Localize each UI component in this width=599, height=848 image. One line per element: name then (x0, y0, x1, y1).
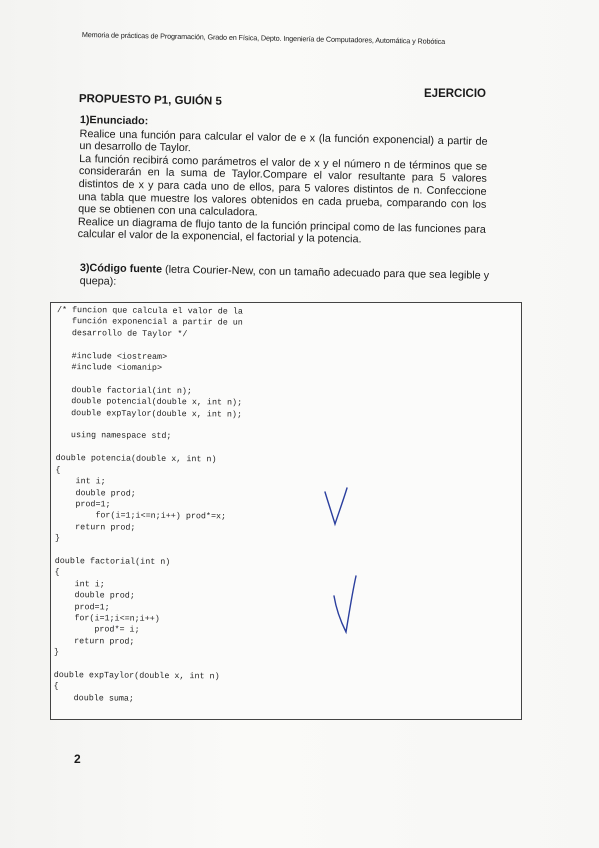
statement-paragraph: La función recibirá como parámetros el valor de x y el número n de términos que se considerarán en la suma de Taylor.Compare el valor resultante para 5 valores distintos de x y para cada uno de ellos, para 5 valores distintos de n. Confeccione una tabla que muestre los valores obtenidos en cada prueba, comparando con los que se obtienen con una calculadora. (78, 152, 488, 219)
exercise-label: EJERCICIO (424, 88, 486, 100)
exercise-heading: PROPUESTO P1, GUIÓN 5 (78, 93, 222, 108)
handwritten-check-mark (330, 574, 362, 636)
page-number: 2 (74, 752, 81, 766)
source-code-note: (letra Courier-New, con un tamaño adecuado para que sea legible y quepa): (79, 263, 490, 288)
source-code-heading (80, 262, 492, 295)
handwritten-check-mark (322, 486, 352, 528)
running-header: Memoria de prácticas de Programación, Grado en Física, Depto. Ingeniería de Computadores, Automática y Robótica (81, 30, 446, 46)
code-box (50, 302, 522, 720)
source-code-title: 3)Código fuente (79, 262, 163, 276)
statement-paragraph: Realice un diagrama de flujo tanto de la función principal como de las funciones para calcular el valor de la exponencial, el factorial y la potencia. (77, 215, 486, 246)
code-listing: /* funcion que calcula el valor de la función exponencial a partir de un desarrollo de Taylor */ #include <iostream> #include <iomanip> double factorial(int n); double potencial(double x, int n); double expTaylor(double x, int n); using namespace std; double potencia(double x, int n) { int i; double prod; prod=1; for(i=1;i<=n;i++) prod*=x; return prod; } double factorial(int n) { int i; double prod; prod=1; for(i=1;i<=n;i++) prod*= i; return prod; } double expTaylor(double x, int n) { double suma; (53, 305, 243, 704)
statement-paragraph: Realice una función para calcular el valor de e x (la función exponencial) a partir de un desarrollo de Taylor. (79, 127, 488, 155)
statement-section (78, 114, 488, 249)
statement-title: 1)Enunciado: (79, 114, 149, 128)
